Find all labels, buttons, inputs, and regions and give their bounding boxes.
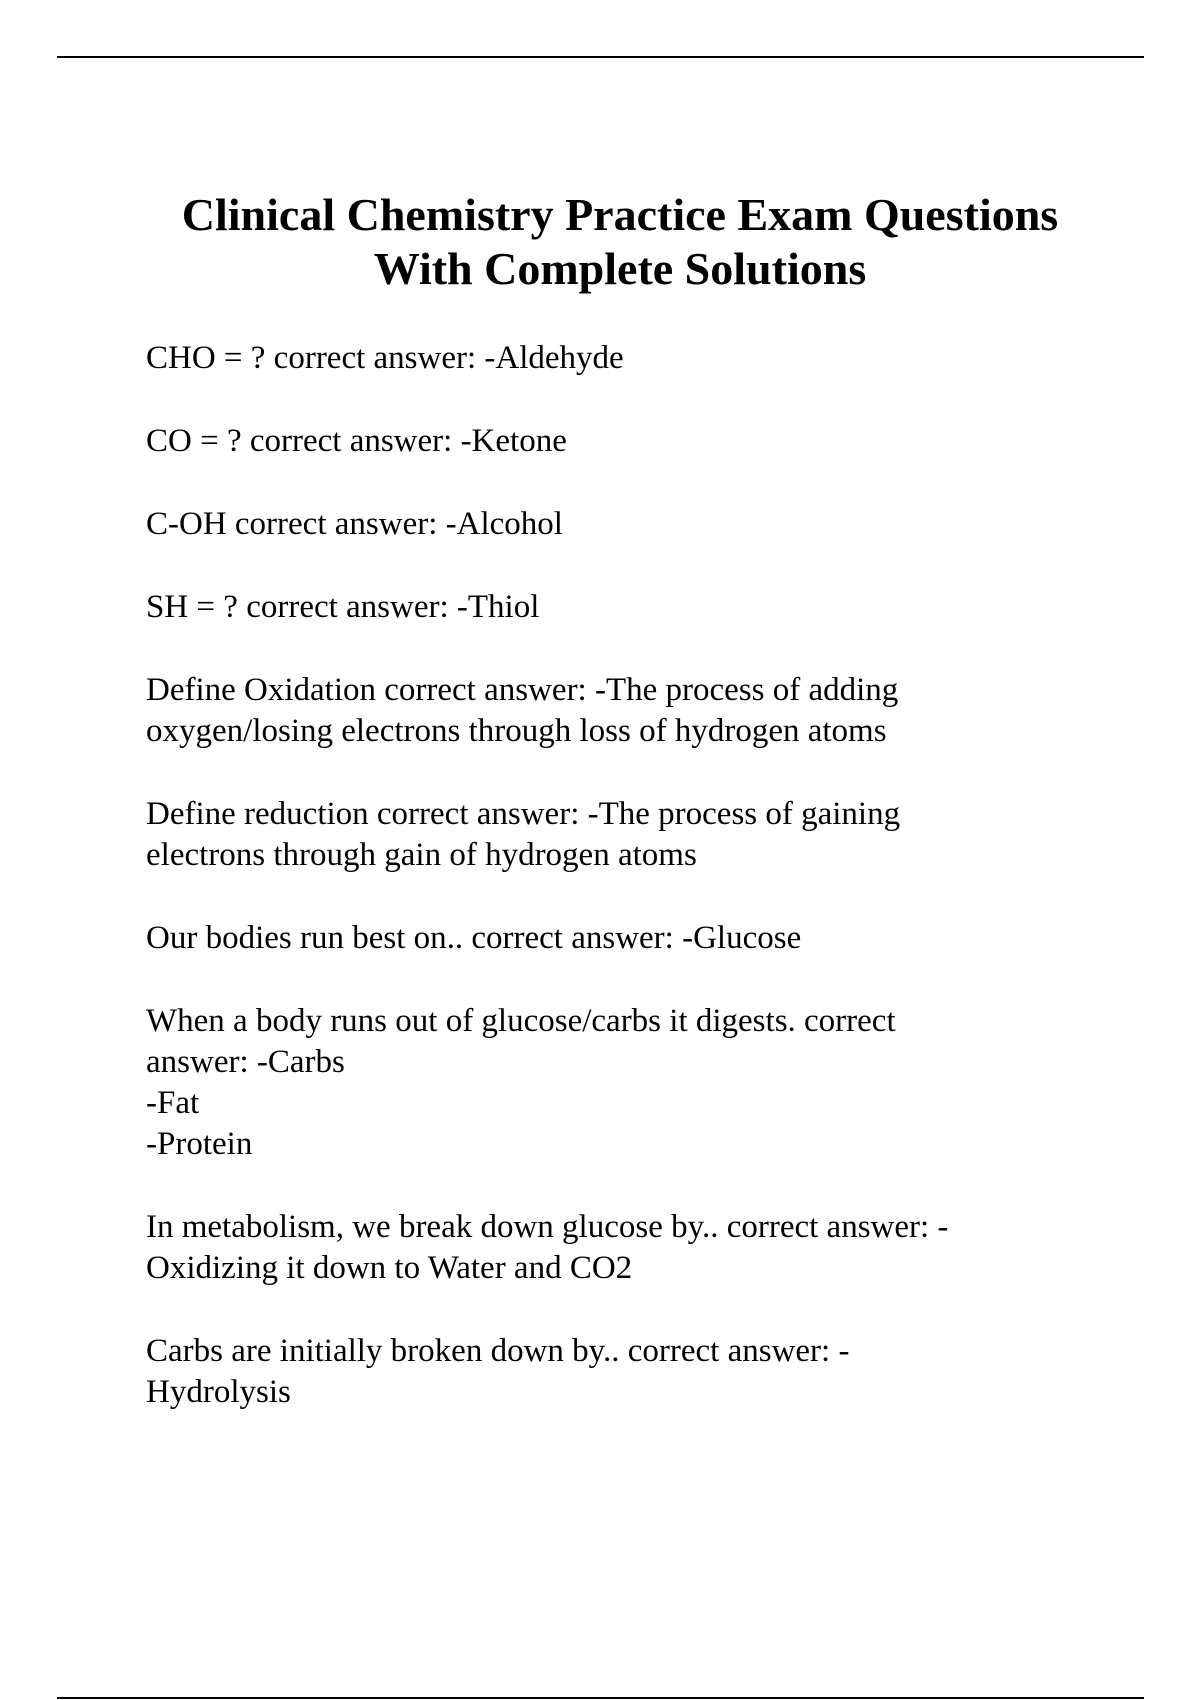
qa-line: Hydrolysis: [146, 1374, 291, 1410]
qa-line: -Fat: [146, 1085, 200, 1121]
header-rule: [57, 56, 1144, 58]
qa-item: [146, 918, 1076, 959]
question-answer-list: [146, 338, 1076, 1455]
qa-line: electrons through gain of hydrogen atoms: [146, 837, 697, 873]
title-line-1: Clinical Chemistry Practice Exam Questions: [181, 189, 1059, 240]
title-line-2: With Complete Solutions: [373, 243, 867, 294]
qa-line: CO = ? correct answer: -Ketone: [146, 423, 567, 459]
qa-item: [146, 1207, 1076, 1289]
qa-line: Define Oxidation correct answer: -The process of adding: [146, 672, 899, 708]
qa-item: [146, 670, 1076, 752]
qa-item: [146, 338, 1076, 379]
qa-line: SH = ? correct answer: -Thiol: [146, 589, 540, 625]
footer-rule: [57, 1697, 1144, 1699]
qa-line: answer: -Carbs: [146, 1044, 345, 1080]
qa-item: [146, 421, 1076, 462]
qa-line: Our bodies run best on.. correct answer: -Glucose: [146, 920, 802, 956]
qa-line: When a body runs out of glucose/carbs it digests. correct: [146, 1003, 896, 1039]
qa-item: [146, 504, 1076, 545]
qa-item: [146, 587, 1076, 628]
qa-item: [146, 1331, 1076, 1413]
qa-item: [146, 1001, 1076, 1165]
qa-line: -Protein: [146, 1126, 253, 1162]
document-title: [0, 188, 1200, 296]
qa-line: Oxidizing it down to Water and CO2: [146, 1250, 633, 1286]
qa-line: C-OH correct answer: -Alcohol: [146, 506, 563, 542]
qa-line: Carbs are initially broken down by.. correct answer: -: [146, 1333, 850, 1369]
qa-line: oxygen/losing electrons through loss of hydrogen atoms: [146, 713, 887, 749]
qa-item: [146, 794, 1076, 876]
qa-line: Define reduction correct answer: -The process of gaining: [146, 796, 901, 832]
qa-line: In metabolism, we break down glucose by.. correct answer: -: [146, 1209, 949, 1245]
qa-line: CHO = ? correct answer: -Aldehyde: [146, 340, 624, 376]
